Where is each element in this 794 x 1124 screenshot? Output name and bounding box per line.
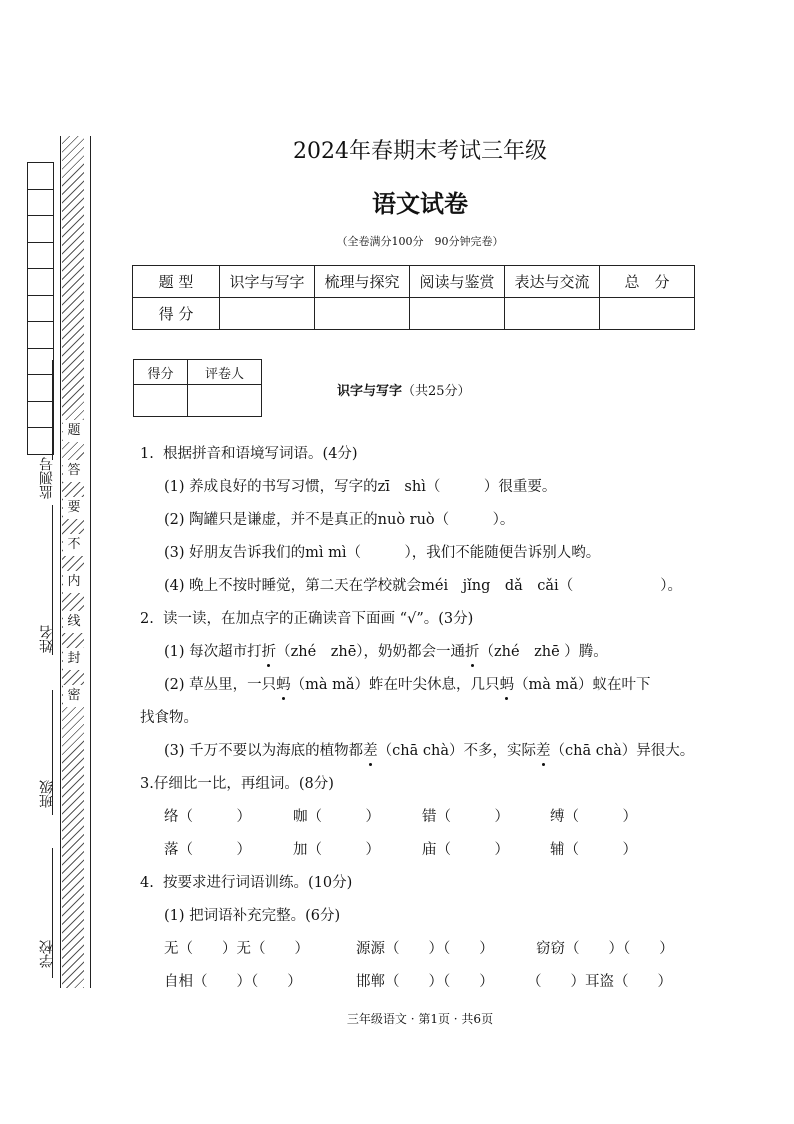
grader-name-cell[interactable] bbox=[188, 385, 262, 417]
exam-number-box[interactable] bbox=[28, 322, 53, 349]
word-group-item: 缚（ ） bbox=[550, 809, 637, 825]
exam-number-box[interactable] bbox=[28, 216, 53, 243]
question-1-item: (4) 晚上不按时睡觉，第二天在学校就会méi jǐng dǎ cǎi（ ）。 bbox=[164, 578, 682, 594]
exam-number-boxes bbox=[27, 162, 54, 455]
score-cell[interactable] bbox=[600, 298, 695, 330]
score-cell[interactable] bbox=[315, 298, 410, 330]
exam-subtitle: 语文试卷 bbox=[372, 189, 468, 218]
section-points: （共25分） bbox=[402, 384, 471, 399]
dotted-character: 蚂 bbox=[499, 677, 515, 693]
exam-number-box[interactable] bbox=[28, 375, 53, 402]
word-group-item: 错（ ） bbox=[422, 809, 509, 825]
exam-number-label: 监测号 bbox=[39, 457, 55, 499]
seal-rail-right bbox=[90, 136, 91, 988]
section-title: 识字与写字 bbox=[337, 384, 403, 399]
idiom-item: 邯郸（ ）（ ） bbox=[356, 974, 494, 990]
score-cell[interactable] bbox=[505, 298, 600, 330]
dotted-character: 差 bbox=[535, 743, 551, 759]
grader-table bbox=[133, 359, 262, 417]
seal-character: 不 bbox=[63, 534, 85, 556]
score-header-cell: 阅读与鉴赏 bbox=[410, 266, 505, 298]
question-2-item: (2) 草丛里，一只蚂（mà mǎ）蚱在叶尖休息，几只蚂（mà mǎ）蚁在叶下 bbox=[164, 677, 651, 693]
seal-character: 封 bbox=[63, 648, 85, 670]
exam-number-box[interactable] bbox=[28, 243, 53, 270]
score-header-cell: 梳理与探究 bbox=[315, 266, 410, 298]
idiom-item: 无（ ）无（ ） bbox=[164, 941, 309, 957]
score-table-value-row bbox=[133, 298, 695, 330]
idiom-item: 自相（ ）（ ） bbox=[164, 974, 302, 990]
seal-rail-left bbox=[60, 136, 61, 988]
dotted-character: 差 bbox=[363, 743, 378, 759]
score-header-cell: 表达与交流 bbox=[505, 266, 600, 298]
seal-character: 答 bbox=[63, 460, 85, 482]
exam-number-box[interactable] bbox=[28, 428, 53, 455]
score-row-label: 得 分 bbox=[133, 298, 220, 330]
question-1-item: (2) 陶罐只是谦虚，并不是真正的nuò ruò（ ）。 bbox=[164, 512, 515, 528]
grader-score-label: 得分 bbox=[134, 360, 188, 385]
seal-character: 线 bbox=[63, 611, 85, 633]
word-group-item: 加（ ） bbox=[293, 842, 380, 858]
idiom-item: 窃窃（ ）（ ） bbox=[536, 941, 674, 957]
idiom-item: 源源（ ）（ ） bbox=[356, 941, 494, 957]
exam-title: 2024年春期末考试三年级 bbox=[293, 139, 547, 164]
dotted-character: 折 bbox=[465, 644, 480, 660]
name-label: 姓名 bbox=[39, 625, 55, 653]
section-heading bbox=[337, 380, 471, 399]
seal-character: 密 bbox=[63, 685, 85, 707]
score-header-cell: 题 型 bbox=[133, 266, 220, 298]
seal-character: 题 bbox=[63, 420, 85, 442]
school-label: 学校 bbox=[39, 940, 55, 968]
question-4-stem: 4. 按要求进行词语训练。(10分) bbox=[140, 875, 353, 891]
word-group-item: 络（ ） bbox=[164, 809, 251, 825]
question-2-item: (3) 千万不要以为海底的植物都差（chā chà）不多，实际差（chā chà）异很大。 bbox=[164, 743, 695, 759]
exam-number-box[interactable] bbox=[28, 163, 53, 190]
question-2-item: (1) 每次超市打折（zhé zhē），奶奶都会一通折（zhé zhē ）腾。 bbox=[164, 644, 608, 660]
score-cell[interactable] bbox=[220, 298, 315, 330]
exam-number-line[interactable] bbox=[52, 360, 53, 460]
word-group-item: 庙（ ） bbox=[422, 842, 509, 858]
score-header-cell: 识字与写字 bbox=[220, 266, 315, 298]
exam-number-box[interactable] bbox=[28, 296, 53, 323]
word-group-item: 落（ ） bbox=[164, 842, 251, 858]
class-label: 班级 bbox=[39, 780, 55, 808]
name-line[interactable] bbox=[52, 505, 53, 655]
question-1-item: (1) 养成良好的书写习惯，写字的zī shì（ ）很重要。 bbox=[164, 479, 557, 495]
exam-note: （全卷满分100分 90分钟完卷） bbox=[336, 235, 504, 248]
score-cell[interactable] bbox=[410, 298, 505, 330]
question-1-item: (3) 好朋友告诉我们的mì mì（ ），我们不能随便告诉别人哟。 bbox=[164, 545, 601, 561]
exam-number-box[interactable] bbox=[28, 349, 53, 376]
dotted-character: 蚂 bbox=[276, 677, 291, 693]
question-2-item-continuation: 找食物。 bbox=[140, 710, 198, 726]
class-line[interactable] bbox=[52, 690, 53, 815]
score-header-cell: 总 分 bbox=[600, 266, 695, 298]
grader-name-label: 评卷人 bbox=[188, 360, 262, 385]
score-table-header-row bbox=[133, 266, 695, 298]
exam-number-box[interactable] bbox=[28, 190, 53, 217]
score-table bbox=[132, 265, 695, 330]
page-footer: 三年级语文 · 第1页 · 共6页 bbox=[346, 1012, 494, 1026]
exam-number-box[interactable] bbox=[28, 269, 53, 296]
question-2-stem: 2. 读一读，在加点字的正确读音下面画 “√”。(3分) bbox=[140, 611, 474, 627]
question-3-stem: 3.仔细比一比，再组词。(8分) bbox=[140, 776, 334, 792]
seal-character: 要 bbox=[63, 497, 85, 519]
word-group-item: 咖（ ） bbox=[293, 809, 380, 825]
school-line[interactable] bbox=[52, 848, 53, 978]
seal-character: 内 bbox=[63, 571, 85, 593]
seal-hatch-band bbox=[62, 136, 84, 988]
dotted-character: 折 bbox=[261, 644, 277, 660]
question-1-stem: 1. 根据拼音和语境写词语。(4分) bbox=[140, 446, 358, 462]
grader-score-cell[interactable] bbox=[134, 385, 188, 417]
word-group-item: 辅（ ） bbox=[550, 842, 637, 858]
exam-number-box[interactable] bbox=[28, 402, 53, 429]
idiom-item: （ ）耳盗（ ） bbox=[527, 974, 672, 990]
question-4-sub: (1) 把词语补充完整。(6分) bbox=[164, 908, 341, 924]
